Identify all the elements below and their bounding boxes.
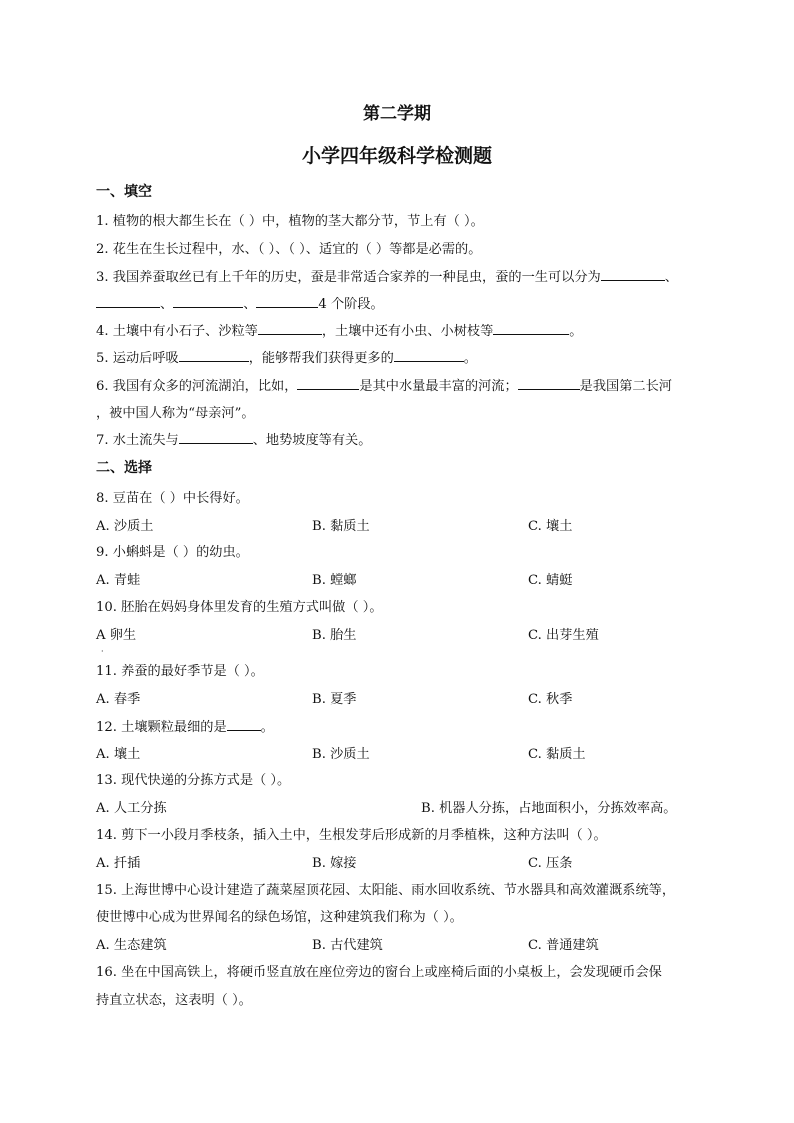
question-14: 14. 剪下一小段月季枝条，插入土中，生根发芽后形成新的月季植株，这种方法叫（ ）。 [96, 828, 607, 843]
question-6-text: 6. 我国有众多的河流湖泊，比如， [96, 379, 298, 394]
option-a[interactable]: A. 青蛙 [96, 573, 141, 588]
question-4-text: 4. 土壤中有小石子、沙粒等 [96, 324, 258, 339]
question-9: 9. 小蝌蚪是（ ）的幼虫。 [96, 545, 249, 560]
question-15: 15. 上海世博中心设计建造了蔬菜屋顶花园、太阳能、雨水回收系统、节水器具和高效灌溉系统等， [96, 883, 676, 898]
option-a[interactable]: A. 生态建筑 [96, 938, 167, 953]
option-c[interactable]: C. 出芽生殖 [528, 628, 599, 643]
question-6-text-3: 是我国第二长河 [579, 379, 672, 394]
option-c[interactable]: C. 黏质土 [528, 747, 586, 762]
option-b[interactable]: B. 古代建筑 [312, 938, 383, 953]
question-11: 11. 养蚕的最好季节是（ ）。 [96, 664, 264, 679]
answer-blank[interactable] [96, 295, 160, 308]
option-b[interactable]: B. 螳螂 [312, 573, 357, 588]
separator: 、 [243, 297, 257, 312]
question-10: 10. 胚胎在妈妈身体里发育的生殖方式叫做（ ）。 [96, 600, 383, 615]
question-5-end: 。 [463, 351, 477, 366]
separator: 、 [664, 270, 678, 285]
question-7 [96, 429, 371, 448]
option-a[interactable]: A. 春季 [96, 692, 141, 707]
option-a[interactable]: A. 扦插 [96, 856, 141, 871]
option-b[interactable]: B. 嫁接 [312, 856, 357, 871]
stray-dot: · [101, 647, 104, 656]
question-5-text-2: ，能够帮我们获得更多的 [248, 351, 394, 366]
answer-blank[interactable] [394, 349, 464, 362]
answer-blank[interactable] [179, 349, 249, 362]
option-b[interactable]: B. 机器人分拣，占地面积小，分拣效率高。 [421, 801, 677, 816]
option-c[interactable]: C. 秋季 [528, 692, 573, 707]
option-c[interactable]: C. 蜻蜓 [528, 573, 573, 588]
question-2: 2. 花生在生长过程中，水、（ ）、（ ）、适宜的（ ）等都是必需的。 [96, 242, 482, 257]
question-6 [96, 375, 672, 394]
answer-blank[interactable] [173, 295, 243, 308]
section-heading-fill: 一、填空 [96, 184, 152, 200]
option-c[interactable]: C. 普通建筑 [528, 938, 599, 953]
question-8: 8. 豆苗在（ ）中长得好。 [96, 491, 249, 506]
question-16-cont: 持直立状态，这表明（ ）。 [96, 993, 252, 1008]
option-c[interactable]: C. 压条 [528, 856, 573, 871]
question-5 [96, 347, 477, 366]
answer-blank[interactable] [227, 718, 261, 731]
question-13: 13. 现代快递的分拣方式是（ ）。 [96, 773, 291, 788]
option-a[interactable]: A 卵生 [96, 628, 137, 643]
option-c[interactable]: C. 壤土 [528, 519, 573, 534]
question-5-text: 5. 运动后呼吸 [96, 351, 179, 366]
option-b[interactable]: B. 夏季 [312, 692, 357, 707]
option-a[interactable]: A. 壤土 [96, 747, 141, 762]
option-b[interactable]: B. 沙质土 [312, 747, 370, 762]
question-7-text: 7. 水土流失与 [96, 433, 179, 448]
option-b[interactable]: B. 胎生 [312, 628, 357, 643]
question-1: 1. 植物的根大都生长在（ ）中，植物的茎大都分节，节上有（ ）。 [96, 214, 484, 229]
section-heading-choice: 二、选择 [96, 460, 152, 476]
question-16: 16. 坐在中国高铁上，将硬币竖直放在座位旁边的窗台上或座椅后面的小桌板上，会发现硬币会保 [96, 965, 662, 980]
separator: 、 [160, 297, 174, 312]
page-title: 第二学期 [363, 104, 431, 124]
answer-blank[interactable] [258, 322, 322, 335]
question-12-end: 。 [260, 720, 274, 735]
question-4 [96, 320, 582, 339]
question-3-text: 3. 我国养蚕取丝已有上千年的历史，蚕是非常适合家养的一种昆虫，蚕的一生可以分为 [96, 270, 601, 285]
answer-blank[interactable] [518, 377, 580, 390]
option-b[interactable]: B. 黏质土 [312, 519, 370, 534]
option-a[interactable]: A. 沙质土 [96, 519, 154, 534]
answer-blank[interactable] [493, 322, 569, 335]
question-7-end: 、地势坡度等有关。 [252, 433, 372, 448]
answer-blank[interactable] [601, 268, 665, 281]
option-a[interactable]: A. 人工分拣 [96, 801, 167, 816]
question-4-text-2: ，土壤中还有小虫、小树枝等 [321, 324, 494, 339]
answer-blank[interactable] [297, 377, 359, 390]
answer-blank[interactable] [256, 295, 318, 308]
question-3 [96, 266, 678, 285]
question-12-text: 12. 土壤颗粒最细的是 [96, 720, 227, 735]
page-subtitle: 小学四年级科学检测题 [301, 145, 492, 167]
question-6-text-2: 是其中水量最丰富的河流； [359, 379, 518, 394]
question-6-cont: ，被中国人称为“母亲河”。 [96, 406, 255, 421]
question-12 [96, 716, 274, 735]
question-4-end: 。 [569, 324, 583, 339]
question-3-end: 4 个阶段。 [318, 297, 384, 312]
question-3-cont [96, 293, 384, 312]
answer-blank[interactable] [179, 431, 253, 444]
question-15-cont: 使世博中心成为世界闻名的绿色场馆，这种建筑我们称为（ ）。 [96, 910, 463, 925]
